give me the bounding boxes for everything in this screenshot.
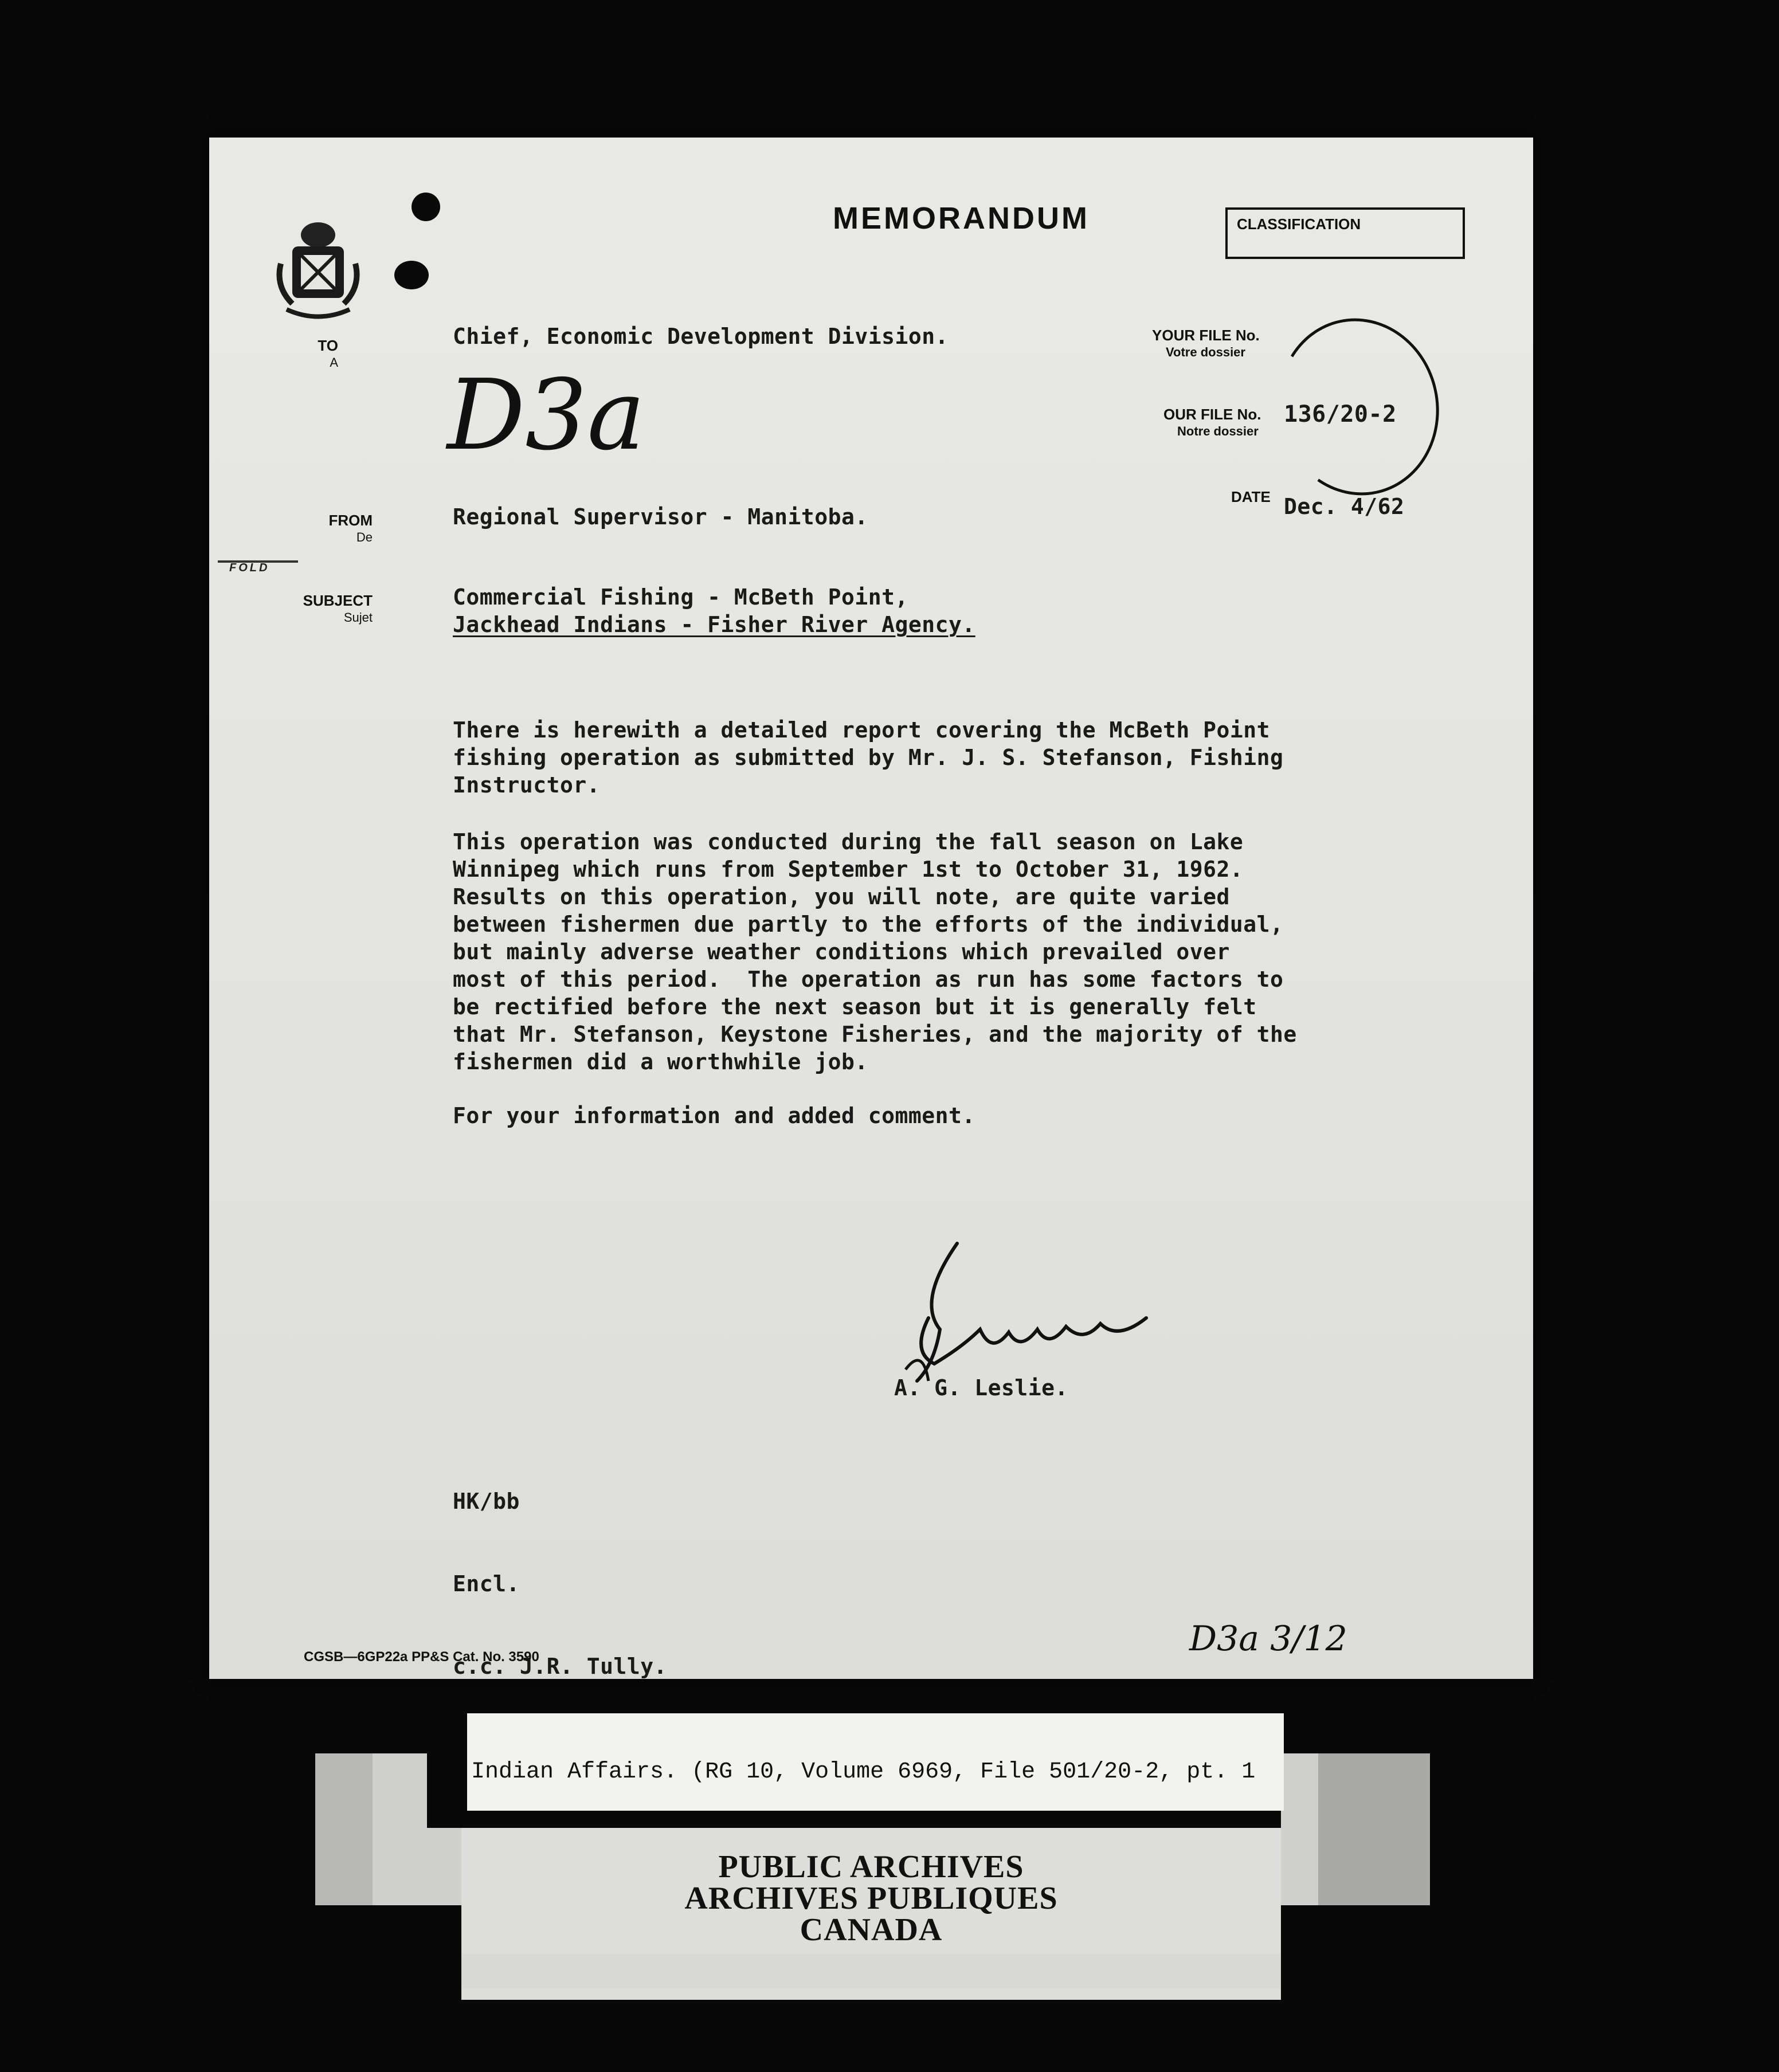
tray-edge [1318, 1753, 1430, 1905]
text-line: Winnipeg which runs from September 1st to October 31, 1962. [453, 857, 1244, 882]
text-line: fishermen did a worthwhile job. [453, 1049, 868, 1074]
our-file-number: 136/20-2 [1284, 401, 1397, 427]
date-label: DATE [1231, 488, 1271, 505]
date-value: Dec. 4/62 [1284, 494, 1405, 519]
archive-strip-bottom [461, 1954, 1281, 1988]
paragraph-1 [453, 716, 1283, 799]
text-line: Instructor. [453, 772, 601, 798]
punch-hole [394, 261, 429, 289]
our-file-label: OUR FILE No. Notre dossier [1163, 406, 1261, 438]
archive-stamp-line-1: PUBLIC ARCHIVES [718, 1849, 1024, 1885]
handwritten-code: D3a [447, 359, 645, 472]
to-label: TO A [318, 337, 338, 370]
paragraph-3: For your information and added comment. [453, 1103, 975, 1128]
reference-block [453, 1433, 667, 1708]
enclosure: Encl. [453, 1571, 520, 1596]
archive-reference: Indian Affairs. (RG 10, Volume 6969, File 501/20-2, pt. 1 [471, 1759, 1256, 1785]
signatory-name: A. G. Leslie. [894, 1375, 1068, 1400]
subject-line-2: Jackhead Indians - Fisher River Agency. [453, 612, 975, 637]
from-label: FROM De [328, 512, 373, 544]
paragraph-2 [453, 828, 1297, 1076]
your-file-label: YOUR FILE No. Votre dossier [1152, 327, 1260, 359]
classification-label: CLASSIFICATION [1237, 215, 1361, 233]
text-line: be rectified before the next season but it is generally felt [453, 994, 1257, 1019]
text-line: most of this period. The operation as run has some factors to [453, 967, 1284, 992]
carbon-copy: c.c. J.R. Tully. [453, 1654, 668, 1679]
initials: HK/bb [453, 1489, 520, 1514]
text-line: between fishermen due partly to the efforts of the individual, [453, 912, 1284, 937]
form-number: CGSB—6GP22a PP&S Cat. No. 3590 [304, 1649, 539, 1665]
subject-label: SUBJECT Sujet [303, 592, 373, 625]
fold-mark: FOLD [229, 562, 270, 574]
memo-title: MEMORANDUM [833, 201, 1090, 236]
text-line: This operation was conducted during the fall season on Lake [453, 829, 1244, 854]
tray-edge [315, 1753, 373, 1905]
archive-stamp-line-2: ARCHIVES PUBLIQUES [684, 1881, 1058, 1916]
subject-line-1: Commercial Fishing - McBeth Point, [453, 584, 908, 610]
text-line: There is herewith a detailed report covering the McBeth Point [453, 717, 1271, 743]
archive-stamp-line-3: CANADA [800, 1912, 943, 1948]
text-line: but mainly adverse weather conditions which prevailed over [453, 939, 1230, 964]
from-value: Regional Supervisor - Manitoba. [453, 504, 868, 529]
text-line: Results on this operation, you will note, are quite varied [453, 884, 1230, 909]
to-value: Chief, Economic Development Division. [453, 324, 949, 349]
text-line: fishing operation as submitted by Mr. J. S. Stefanson, Fishing [453, 745, 1284, 770]
text-line: that Mr. Stefanson, Keystone Fisheries, and the majority of the [453, 1022, 1297, 1047]
handwritten-page-ref: D3a 3/12 [1189, 1619, 1347, 1659]
